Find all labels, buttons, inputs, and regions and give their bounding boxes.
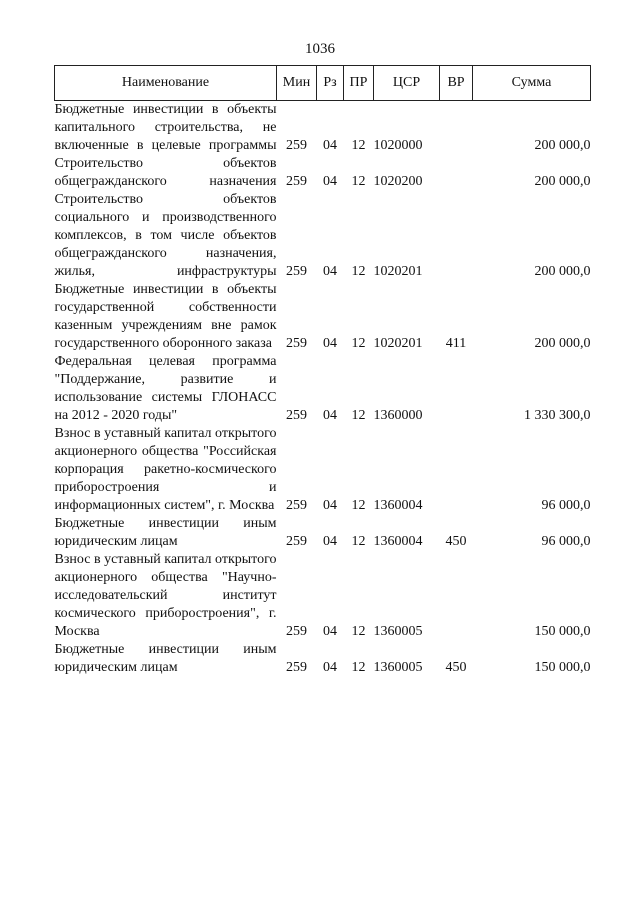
row-name: Взнос в уставный капитал открытого акционерного общества "Российская корпорация ракетно-космического приборостроения и информационных систем", г. Москва bbox=[54, 426, 277, 513]
row-sum: 200 000,0 bbox=[534, 174, 591, 189]
row-min: 259 bbox=[286, 138, 307, 153]
row-name: Строительство объектов социального и производственного комплексов, в том числе объектов общегражданского назначения, жилья, инфраструктуры bbox=[54, 192, 277, 279]
row-pr: 12 bbox=[351, 624, 366, 639]
row-rz: 04 bbox=[323, 138, 337, 153]
row-rz: 04 bbox=[323, 264, 337, 279]
header-pr: ПР bbox=[344, 66, 374, 101]
row-rz: 04 bbox=[323, 624, 337, 639]
row-name: Федеральная целевая программа "Поддержание, развитие и использование системы ГЛОНАСС на 2012 - 2020 годы" bbox=[54, 354, 277, 423]
row-min: 259 bbox=[286, 498, 307, 513]
row-min: 259 bbox=[286, 336, 307, 351]
row-sum: 1 330 300,0 bbox=[524, 408, 591, 423]
row-pr: 12 bbox=[351, 660, 366, 675]
table-row bbox=[55, 641, 591, 677]
row-pr: 12 bbox=[351, 336, 366, 351]
row-sum: 200 000,0 bbox=[534, 336, 591, 351]
row-rz: 04 bbox=[323, 408, 337, 423]
table-row bbox=[55, 425, 591, 515]
row-min: 259 bbox=[286, 660, 307, 675]
row-sum: 150 000,0 bbox=[534, 624, 591, 639]
row-csr: 1020200 bbox=[373, 174, 423, 189]
row-sum: 150 000,0 bbox=[534, 660, 591, 675]
row-pr: 12 bbox=[351, 264, 366, 279]
row-min: 259 bbox=[286, 624, 307, 639]
row-vr bbox=[440, 551, 473, 641]
row-pr: 12 bbox=[351, 498, 366, 513]
table-row bbox=[55, 281, 591, 353]
header-vr: ВР bbox=[440, 66, 473, 101]
row-sum: 200 000,0 bbox=[534, 138, 591, 153]
header-min: Мин bbox=[277, 66, 317, 101]
row-name: Строительство объектов общегражданского назначения bbox=[54, 156, 277, 189]
table-row bbox=[55, 353, 591, 425]
row-name: Бюджетные инвестиции в объекты капитального строительства, не включенные в целевые программы bbox=[54, 102, 277, 153]
page-number: 1036 bbox=[305, 41, 335, 57]
row-name: Взнос в уставный капитал открытого акционерного общества "Научно-исследовательский институт космического приборостроения", г. Москва bbox=[54, 552, 277, 639]
row-pr: 12 bbox=[351, 408, 366, 423]
table-row bbox=[55, 551, 591, 641]
row-sum: 96 000,0 bbox=[541, 534, 591, 549]
row-vr: 450 bbox=[445, 660, 467, 675]
row-pr: 12 bbox=[351, 174, 366, 189]
row-csr: 1360004 bbox=[373, 498, 423, 513]
header-name: Наименование bbox=[55, 66, 277, 101]
header-sum: Сумма bbox=[473, 66, 591, 101]
row-vr: 450 bbox=[445, 534, 467, 549]
row-csr: 1360004 bbox=[373, 534, 423, 549]
table-row bbox=[55, 101, 591, 156]
row-pr: 12 bbox=[351, 138, 366, 153]
header-rz: Рз bbox=[317, 66, 344, 101]
row-vr bbox=[440, 425, 473, 515]
header-row bbox=[55, 66, 591, 101]
row-csr: 1020000 bbox=[373, 138, 423, 153]
row-rz: 04 bbox=[323, 534, 337, 549]
row-csr: 1360005 bbox=[373, 624, 423, 639]
row-csr: 1020201 bbox=[373, 264, 423, 279]
row-min: 259 bbox=[286, 264, 307, 279]
budget-table bbox=[54, 65, 591, 677]
row-min: 259 bbox=[286, 408, 307, 423]
row-vr bbox=[440, 353, 473, 425]
row-rz: 04 bbox=[323, 336, 337, 351]
header-csr: ЦСР bbox=[374, 66, 440, 101]
row-rz: 04 bbox=[323, 498, 337, 513]
row-min: 259 bbox=[286, 534, 307, 549]
row-sum: 96 000,0 bbox=[541, 498, 591, 513]
table-row bbox=[55, 515, 591, 551]
row-vr bbox=[440, 191, 473, 281]
row-pr: 12 bbox=[351, 534, 366, 549]
row-name: Бюджетные инвестиции иным юридическим лицам bbox=[54, 642, 277, 675]
row-min: 259 bbox=[286, 174, 307, 189]
table-row bbox=[55, 155, 591, 191]
row-name: Бюджетные инвестиции иным юридическим лицам bbox=[54, 516, 277, 549]
row-vr bbox=[440, 101, 473, 156]
row-csr: 1360000 bbox=[373, 408, 423, 423]
row-sum: 200 000,0 bbox=[534, 264, 591, 279]
row-csr: 1020201 bbox=[373, 336, 423, 351]
table-row bbox=[55, 191, 591, 281]
row-rz: 04 bbox=[323, 174, 337, 189]
row-vr: 411 bbox=[445, 336, 467, 351]
row-rz: 04 bbox=[323, 660, 337, 675]
row-name: Бюджетные инвестиции в объекты государственной собственности казенным учреждениям вне рамок государственного оборонного заказа bbox=[54, 282, 277, 351]
row-csr: 1360005 bbox=[373, 660, 423, 675]
row-vr bbox=[440, 155, 473, 191]
